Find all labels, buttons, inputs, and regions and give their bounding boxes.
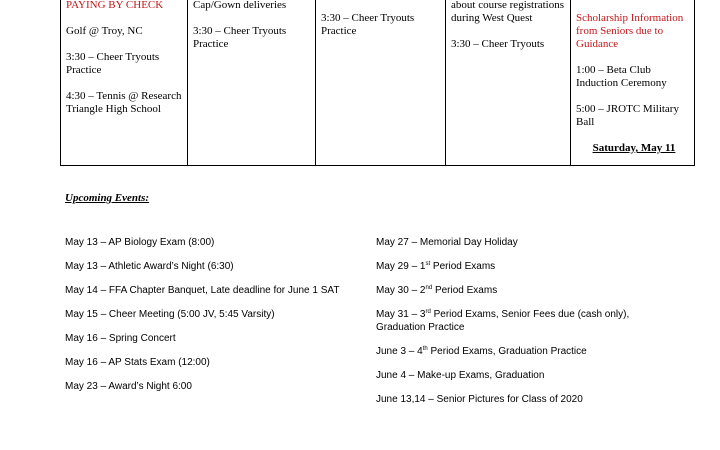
day-date-label: Saturday, May 11 [592,142,676,154]
calendar-entry: 3:30 – Cheer Tryouts Practice [321,12,415,37]
upcoming-event-item: May 29 – 1st Period Exams [376,261,496,272]
calendar-entry: PAYING BY CHECK [66,0,164,11]
calendar-entry: 1:00 – Beta Club Induction Ceremony [576,64,667,89]
calendar-entry: Scholarship Information from Seniors due to Guidance [576,12,684,50]
upcoming-event-item: May 13 – AP Biology Exam (8:00) [65,237,215,248]
upcoming-event-item: May 16 – AP Stats Exam (12:00) [65,357,210,368]
calendar-entry: 3:30 – Cheer Tryouts [451,38,545,50]
upcoming-events-list-left [65,236,365,404]
upcoming-event-item: May 16 – Spring Concert [65,333,176,344]
calendar-entry: 5:00 – JROTC Military Ball [576,103,679,128]
calendar-entry: 4:30 – Tennis @ Research Triangle High School [66,90,182,115]
weekly-calendar-table [60,0,695,166]
calendar-entry: 3:30 – Cheer Tryouts Practice [193,25,287,50]
day-column-5 [570,0,696,165]
upcoming-event-item: May 31 – 3rd Period Exams, Senior Fees due (cash only), Graduation Practice [376,309,630,333]
calendar-entry: Cap/Gown deliveries [193,0,287,11]
upcoming-event-item: May 23 – Award’s Night 6:00 [65,381,192,392]
upcoming-event-item: May 30 – 2nd Period Exams [376,285,498,296]
upcoming-event-item: June 13,14 – Senior Pictures for Class of 2020 [376,394,583,405]
upcoming-event-item: June 4 – Make-up Exams, Graduation [376,370,545,381]
upcoming-events-heading: Upcoming Events: [65,192,150,204]
calendar-entry: 3:30 – Cheer Tryouts Practice [66,51,160,76]
upcoming-event-item: June 3 – 4th Period Exams, Graduation Practice [376,346,587,357]
upcoming-event-item: May 14 – FFA Chapter Banquet, Late deadline for June 1 SAT [65,285,340,296]
upcoming-event-item: May 27 – Memorial Day Holiday [376,237,518,248]
upcoming-events-list-right [376,236,676,417]
day-column-3 [315,0,445,165]
upcoming-event-item: May 15 – Cheer Meeting (5:00 JV, 5:45 Varsity) [65,309,275,320]
day-column-2 [187,0,315,165]
day-column-4 [445,0,570,165]
calendar-entry: Golf @ Troy, NC [66,25,143,37]
day-column-1 [61,0,187,165]
calendar-entry: about course registrations during West Quest [451,0,565,24]
upcoming-event-item: May 13 – Athletic Award’s Night (6:30) [65,261,234,272]
